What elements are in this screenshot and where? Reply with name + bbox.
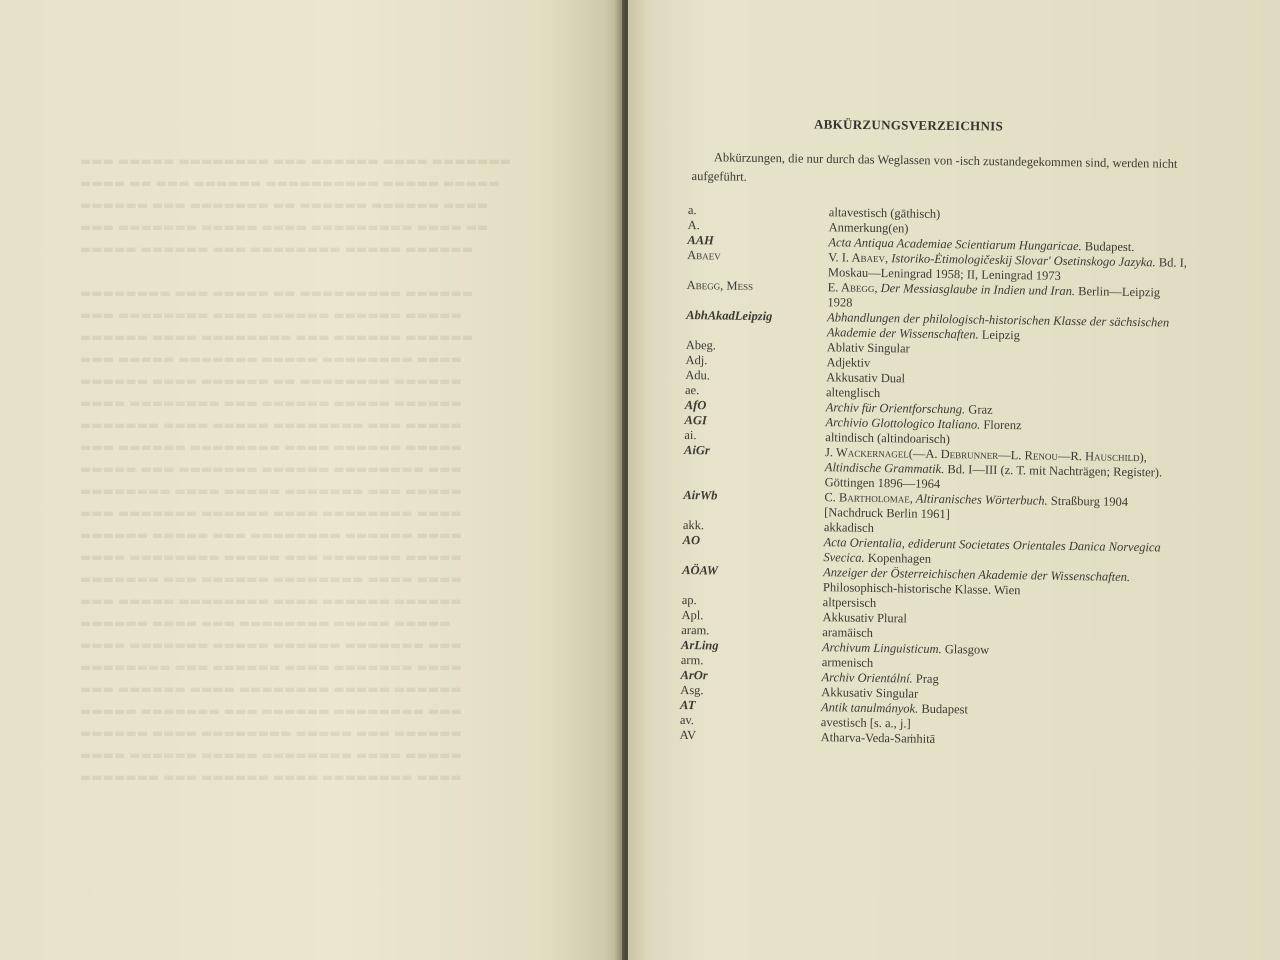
definition-author: J. Wackernagel(—A. Debrunner—L. Renou—R. Hauschild), — [824, 445, 1147, 465]
definition-details: Budapest. — [1081, 239, 1135, 255]
definition-text: akkadisch — [823, 520, 875, 535]
abbreviation-table — [680, 203, 1188, 751]
intro-paragraph — [691, 148, 1191, 193]
definition-title: Altindische Grammatik. — [824, 460, 945, 477]
definition-author: C. Bartholomae, — [824, 490, 914, 506]
abbreviation-term: ArLing — [680, 637, 719, 653]
abbreviation-term: AfO — [684, 397, 707, 413]
definition-text: avestisch [s. a., j.] — [820, 715, 911, 731]
abbreviation-term: AV — [679, 727, 697, 743]
definition-text: altavestisch (gāthisch) — [828, 205, 941, 221]
definition-text: Atharva-Veda-Saṁhitā — [820, 730, 936, 746]
definition-author: E. Abegg, — [827, 280, 878, 295]
definition-details: Philosophisch-historische Klasse. Wien — [822, 580, 1021, 598]
definition-text: altpersisch — [822, 595, 877, 611]
definition-text: Adjektiv — [826, 355, 871, 370]
definition-details: Straßburg 1904 [Nachdruck Berlin 1961] — [824, 493, 1129, 522]
definition-text: Akkusativ Plural — [822, 610, 907, 626]
page-title: ABKÜRZUNGSVERZEICHNIS — [813, 116, 1004, 134]
abbreviation-list-page — [628, 0, 1280, 960]
abbreviation-term: Abegg, Mess — [686, 277, 754, 294]
definition-text: Anmerkung(en) — [828, 220, 909, 236]
definition-text: aramäisch — [822, 625, 874, 640]
bleed-through-text: ▬▬▬ ▬▬▬▬▬ ▬▬▬▬▬▬▬▬ ▬▬▬ ▬▬▬▬▬▬ ▬▬▬▬ ▬▬▬▬▬▬▬ ▬▬▬▬ ▬▬ ▬▬▬ ▬▬▬▬▬▬ ▬▬▬▬▬▬▬▬▬▬ ▬▬▬▬▬ ▬▬▬▬▬ ▬▬▬▬▬▬ ▬▬▬ ▬▬▬▬▬▬▬ ▬▬ ▬▬▬▬▬▬ ▬▬▬▬▬▬ ▬▬▬▬ ▬▬▬ ▬▬▬▬▬▬▬ ▬▬▬▬▬ ▬▬▬▬ ▬▬▬▬▬▬▬▬▬ ▬▬▬▬ ▬▬ ▬▬▬▬▬ ▬▬▬▬▬▬ ▬▬▬ ▬▬▬▬▬▬▬▬ ▬▬▬▬▬ ▬▬▬▬▬▬ ▬▬▬▬▬▬▬▬ ▬▬▬ ▬▬▬▬▬ ▬▬ ▬▬▬▬▬▬▬▬▬ ▬▬▬▬▬▬ ▬▬▬ ▬▬▬▬▬▬▬▬ ▬▬▬▬ ▬▬▬▬▬▬ ▬▬▬▬▬▬ ▬▬▬▬▬ ▬▬▬▬▬▬ ▬▬▬▬ ▬▬▬▬▬▬▬▬ ▬▬▬ ▬▬▬▬▬▬ ▬▬▬▬▬▬ ▬▬▬ ▬▬▬▬▬ ▬▬▬▬▬▬▬ ▬▬▬▬▬ ▬▬▬▬▬▬▬▬ ▬▬▬▬ ▬▬▬▬▬▬ ▬▬▬▬ ▬▬▬▬▬▬ ▬▬ ▬▬▬▬▬▬▬▬ ▬▬▬▬▬▬ ▬▬▬▬ ▬▬▬▬▬▬▬▬ ▬▬▬ ▬▬▬▬▬▬ ▬▬▬▬▬ ▬▬▬▬▬▬ ▬▬▬▬▬▬▬ ▬▬▬▬ ▬▬▬▬▬ ▬▬▬▬▬▬▬▬ ▬▬▬ ▬▬▬▬▬ ▬▬▬ ▬▬▬▬▬▬ ▬▬▬▬▬▬▬▬ ▬▬▬▬ ▬▬▬▬▬▬ ▬▬▬▬▬ ▬▬▬▬▬ ▬▬▬ ▬▬▬▬▬▬▬ ▬▬▬▬▬▬ ▬▬▬▬▬▬▬▬ ▬▬▬ ▬▬▬▬▬▬▬▬ ▬▬▬▬ ▬▬▬▬▬ ▬▬▬▬▬▬▬ ▬▬▬ ▬▬▬▬▬ ▬▬▬ ▬▬▬▬▬▬▬ ▬▬▬▬▬▬ ▬▬▬▬ ▬▬▬▬▬▬▬▬ ▬▬▬▬ ▬▬▬▬▬▬ ▬▬▬▬▬ ▬▬▬ ▬▬▬▬▬▬▬▬ ▬▬▬▬▬▬ ▬▬▬▬ ▬▬▬▬ ▬▬▬▬▬▬▬▬ ▬▬▬▬▬ ▬▬▬ ▬▬▬▬▬▬▬ ▬▬▬▬▬ ▬▬▬▬▬▬▬ ▬▬▬ ▬▬▬▬▬▬ ▬▬▬▬▬▬▬▬ ▬▬▬▬ ▬▬▬▬ ▬▬▬ ▬▬▬▬▬ ▬▬▬▬▬▬▬▬ ▬▬▬▬ ▬▬▬▬▬▬ ▬▬▬▬▬▬ ▬▬▬▬▬▬ ▬▬▬▬ ▬▬▬ ▬▬▬▬▬▬▬▬ ▬▬▬▬▬ ▬▬▬▬▬ ▬▬▬▬ ▬▬▬▬▬▬▬ ▬▬▬▬▬ ▬▬▬▬▬▬ ▬▬▬▬▬▬▬ ▬▬▬ ▬▬▬▬▬▬▬▬ ▬▬▬ ▬▬▬▬▬▬ ▬▬▬▬ ▬▬▬▬▬▬▬ ▬▬▬▬ ▬▬▬ ▬▬▬▬▬▬ ▬▬▬▬ ▬▬▬▬▬▬▬▬ ▬▬▬▬▬ ▬▬▬▬▬▬ ▬▬▬▬▬ ▬▬▬▬▬▬▬ ▬▬▬ ▬▬▬▬▬▬ ▬▬▬▬▬▬▬▬ ▬▬▬ ▬▬▬▬▬▬ ▬▬▬▬ ▬▬▬▬▬▬▬▬ ▬▬▬▬▬ ▬▬▬ ▬▬▬▬▬▬ ▬▬▬▬ ▬▬▬▬▬▬ ▬▬▬▬▬ ▬▬▬▬▬▬▬▬ ▬▬▬▬ ▬▬▬▬▬ ▬▬▬▬▬▬▬ ▬▬▬ ▬▬▬▬▬▬ ▬▬▬▬ ▬▬▬▬▬▬▬▬ ▬▬▬▬ — [80, 154, 512, 784]
abbreviation-term: Abaev — [687, 247, 721, 263]
definition-author: V. I. Abaev, — [828, 250, 889, 266]
abbreviation-term: akk. — [682, 517, 705, 533]
abbreviation-term: Adu. — [685, 367, 711, 383]
definition-details: Leipzig — [978, 327, 1021, 343]
definition-title: Archivio Glottologico Italiano. — [825, 415, 981, 432]
definition-details: Bd. I—III (z. T. mit Nachträgen; Register). Göttingen 1896—1964 — [824, 462, 1163, 491]
definition-title: Archiv Orientální. — [821, 670, 913, 686]
definition-title: Abhandlungen der philologisch-historischen Klasse der sächsischen Akademie der Wissenschaften. — [826, 310, 1170, 342]
abbreviation-entry — [684, 443, 1185, 496]
definition-details: Berlin—Leipzig 1928 — [827, 284, 1161, 310]
abbreviation-term: ArOr — [680, 667, 708, 683]
abbreviation-term: AirWb — [683, 487, 718, 503]
definition-text: armenisch — [821, 655, 874, 670]
definition-details: Kopenhagen — [864, 550, 932, 566]
definition-details: Glasgow — [941, 642, 990, 657]
definition-title: Archivum Linguisticum. — [821, 640, 942, 657]
definition-title: Acta Orientalia, ediderunt Societates Orientales Danica Norvegica Svecica. — [823, 535, 1161, 565]
definition-title: Altiranisches Wörterbuch. — [912, 491, 1048, 508]
definition-text: Akkusativ Dual — [826, 370, 906, 386]
abbreviation-term: av. — [679, 712, 695, 728]
definition-text: Ablativ Singular — [826, 340, 910, 356]
definition-text: altindisch (altindoarisch) — [825, 430, 951, 447]
abbreviation-term: AbhAkadLeipzig — [686, 307, 773, 324]
abbreviation-term: a. — [687, 203, 697, 218]
abbreviation-term: AiGr — [684, 442, 710, 458]
abbreviation-term: Abeg. — [685, 337, 717, 353]
definition-details: Prag — [912, 671, 939, 686]
left-page — [0, 0, 622, 960]
abbreviation-term: A. — [687, 217, 700, 233]
abbreviation-term: Asg. — [680, 682, 704, 698]
definition-text: altenglisch — [825, 385, 881, 401]
definition-title: Istoriko-Ėtimologičeskij Slovar' Osetinskogo Jazyka. — [888, 251, 1156, 270]
abbreviation-term: AÖAW — [682, 562, 719, 578]
abbreviation-term: AO — [682, 532, 701, 548]
abbreviation-term: Apl. — [681, 607, 704, 623]
abbreviation-term: AT — [680, 697, 696, 713]
abbreviation-term: ai. — [684, 427, 697, 443]
definition-details: Graz — [965, 402, 993, 417]
definition-details: Bd. I, Moskau—Leningrad 1958; II, Leningrad 1973 — [827, 255, 1188, 283]
abbreviation-term: arm. — [680, 652, 704, 668]
definition-title: Antik tanulmányok. — [820, 700, 919, 716]
abbreviation-term: ap. — [681, 592, 697, 608]
abbreviation-term: Adj. — [685, 352, 708, 368]
definition-text: Akkusativ Singular — [821, 685, 919, 701]
definition-details: Budapest — [918, 701, 969, 717]
definition-title: Archiv für Orientforschung. — [825, 400, 966, 417]
definition-details: Florenz — [980, 417, 1022, 433]
intro-text: Abkürzungen, die nur durch das Weglassen von -isch zustandegekommen sind, werden nicht aufgeführt. — [691, 150, 1178, 184]
definition-title: Anzeiger der Österreichischen Akademie der Wissenschaften. — [823, 565, 1131, 584]
abbreviation-term: ae. — [684, 382, 700, 398]
abbreviation-term: AAH — [687, 232, 714, 248]
abbreviation-definition — [825, 445, 1185, 496]
abbreviation-term: AGI — [684, 412, 707, 428]
abbreviation-term: aram. — [681, 622, 710, 638]
definition-title: Acta Antiqua Academiae Scientiarum Hungaricae. — [828, 235, 1082, 254]
definition-title: Der Messiasglaube in Indien und Iran. — [877, 280, 1076, 299]
right-page — [628, 0, 1280, 960]
